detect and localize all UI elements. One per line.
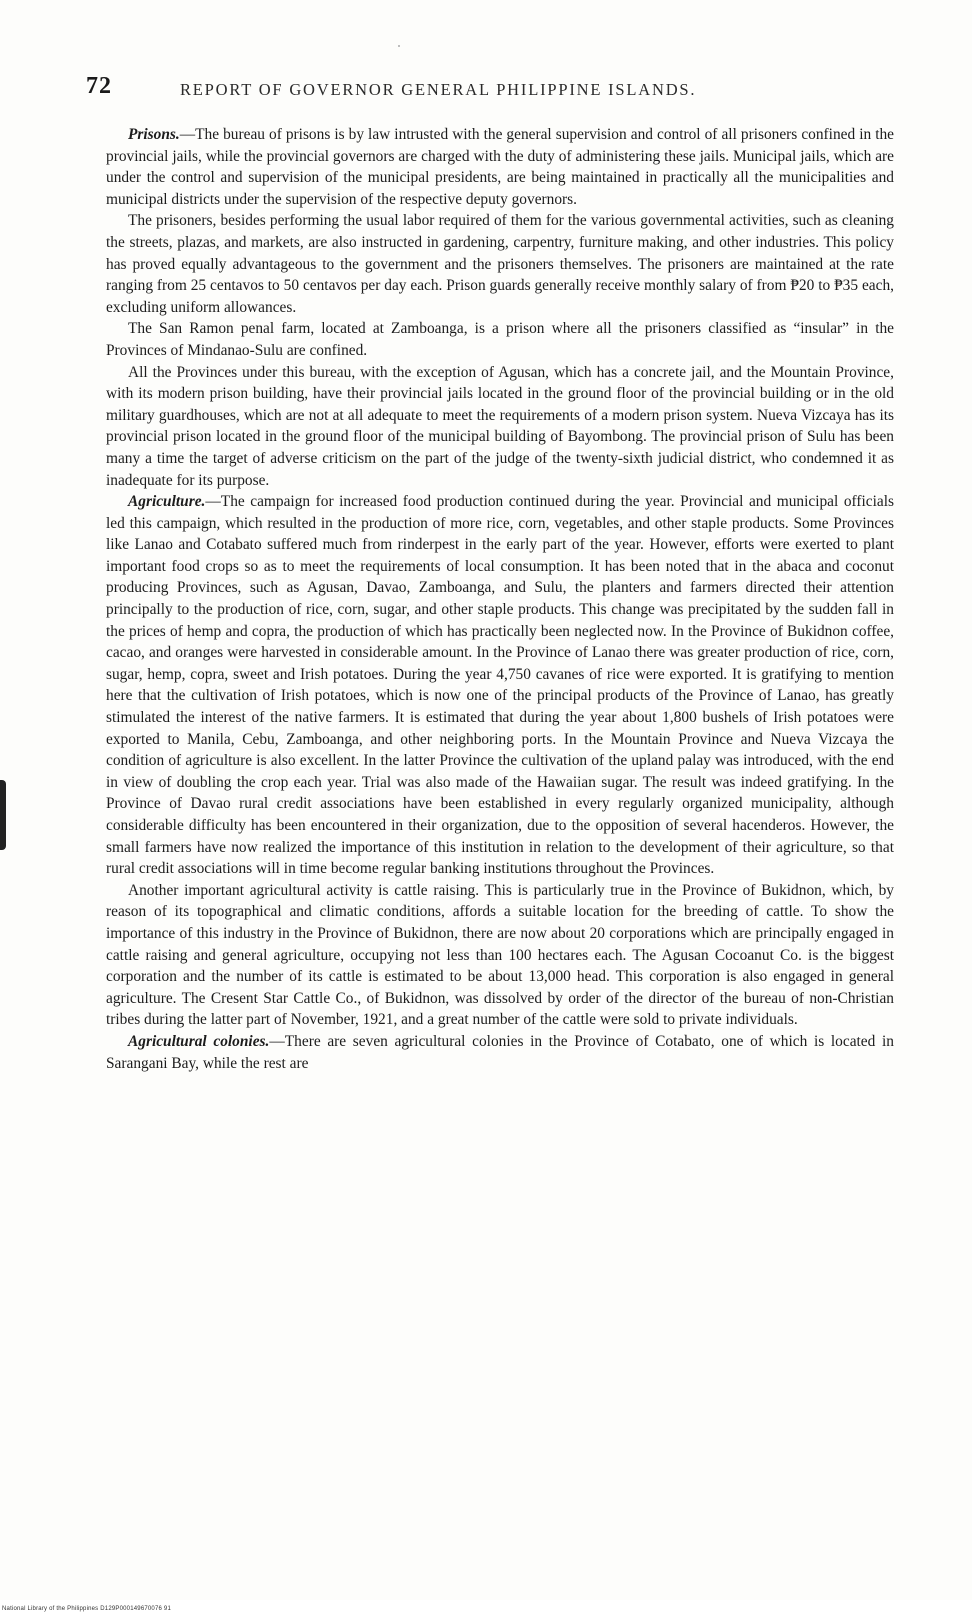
paragraph-text: —The bureau of prisons is by law intrusted with the general supervision and control of all prisoners confined in the provincial jails, while the provincial governors are charged with the duty of administering these jails. Municipal jails, which are under the control and supervision of the municipal presidents, are being maintained in practically all the municipalities and municipal districts under the supervision of the respective deputy governors. xyxy=(106,126,894,208)
footer-strip xyxy=(0,1600,972,1624)
page-number: 72 xyxy=(86,73,112,99)
paragraph-cattle-raising xyxy=(106,880,894,1031)
section-heading-agriculture: Agriculture. xyxy=(128,493,206,511)
paragraph-text: Another important agricultural activity is cattle raising. This is particularly true in the Province of Bukidnon, which, by reason of its topographical and climatic conditions, affords a suitable location for the breeding of cattle. To show the importance of this industry in the Province of Bukidnon, there are now about 20 corporations which are principally engaged in cattle raising and general agriculture, occupying not less than 100 hectares each. The Agusan Cocoanut Co. is the biggest corporation and the number of its cattle is estimated to be about 13,000 head. This corporation is also engaged in general agriculture. The Cresent Star Cattle Co., of Bukidnon, was dissolved by order of the director of the bureau of non-Christian tribes during the latter part of November, 1921, and a great number of the cattle were sold to private individuals. xyxy=(106,881,894,1029)
report-title: REPORT OF GOVERNOR GENERAL PHILIPPINE ISLANDS. xyxy=(180,80,697,99)
paragraph-text: The San Ramon penal farm, located at Zamboanga, is a prison where all the prisoners classified as “insular” in the Provinces of Mindanao-Sulu are confined. xyxy=(106,320,894,359)
paragraph-text: The prisoners, besides performing the usual labor required of them for the various governmental activities, such as cleaning the streets, plazas, and markets, are also instructed in gardening, carpentry, furniture making, and other industries. This policy has proved equally advantageous to the government and the prisoners themselves. The prisoners are maintained at the rate ranging from 25 centavos to 50 centavos per day each. Prison guards generally receive monthly salary of from ₱20 to ₱35 each, excluding uniform allowances. xyxy=(106,212,894,316)
paragraph-text: —The campaign for increased food production continued during the year. Provincial and municipal officials led this campaign, which resulted in the production of more rice, corn, vegetables, and other staple products. Some Provinces like Lanao and Cotabato suffered much from rinderpest in the early part of the year. However, efforts were exerted to plant important food crops so as to meet the requirements of local consumption. It has been noted that in the abaca and coconut producing Provinces, such as Agusan, Davao, Zamboanga, and Sulu, the planters and farmers directed their attention principally to the production of rice, corn, sugar, and other staple products. This change was precipitated by the sudden fall in the prices of hemp and copra, the production of which has practically been neglected now. In the Province of Bukidnon coffee, cacao, and oranges were harvested in considerable amount. In the Province of Lanao there was greater production of rice, corn, sugar, hemp, copra, sweet and Irish potatoes. During the year 4,750 cavanes of rice were exported. It is gratifying to mention here that the cultivation of Irish potatoes, which is now one of the principal products of the Province of Lanao, has greatly stimulated the interest of the native farmers. It is estimated that during the year about 1,800 bushels of Irish potatoes were exported to Manila, Cebu, Zamboanga, and other neighboring ports. In the Mountain Province and Nueva Vizcaya the condition of agriculture is also excellent. In the latter Province the cultivation of the upland palay was introduced, with the end in view of doubling the crop each year. Trial was also made of the Hawaiian sugar. The result was indeed gratifying. In the Province of Davao rural credit associations have been established in every regularly organized municipality, although considerable difficulty has been encountered in their organization, due to the opposition of several hacenderos. However, the small farmers have now realized the importance of this institution in relation to the development of their agriculture, so that rural credit associations will in time become regular banking institutions throughout the Provinces. xyxy=(106,493,894,878)
paragraph-prisoner-labor xyxy=(106,210,894,318)
paragraph-prisons xyxy=(106,124,894,210)
paragraph-provincial-jails xyxy=(106,362,894,492)
binding-edge-mark xyxy=(0,780,6,850)
scan-speck xyxy=(398,45,400,47)
scan-attribution: National Library of the Philippines D129P000149670076 91 xyxy=(2,1606,171,1612)
body-text xyxy=(106,124,894,1074)
section-heading-agricultural-colonies: Agricultural colonies. xyxy=(128,1032,270,1050)
paragraph-agriculture xyxy=(106,491,894,880)
paragraph-text: All the Provinces under this bureau, with the exception of Agusan, which has a concrete jail, and the Mountain Province, with its modern prison building, have their provincial jails located in the ground floor of the provincial building or in the old military guardhouses, which are not at all adequate to meet the requirements of a modern prison system. Nueva Vizcaya has its provincial prison located in the ground floor of the municipal building of Bayombong. The provincial prison of Sulu has been many a time the target of adverse criticism on the part of the judge of the twenty-sixth judicial district, who condemned it as inadequate for its purpose. xyxy=(106,363,894,489)
paragraph-text: —There are seven agricultural colonies in the Province of Cotabato, one of which is located in Sarangani Bay, while the rest are xyxy=(106,1032,894,1072)
section-heading-prisons: Prisons. xyxy=(128,126,180,143)
paragraph-san-ramon xyxy=(106,318,894,361)
paragraph-agricultural-colonies xyxy=(106,1031,894,1074)
running-head xyxy=(86,73,846,113)
